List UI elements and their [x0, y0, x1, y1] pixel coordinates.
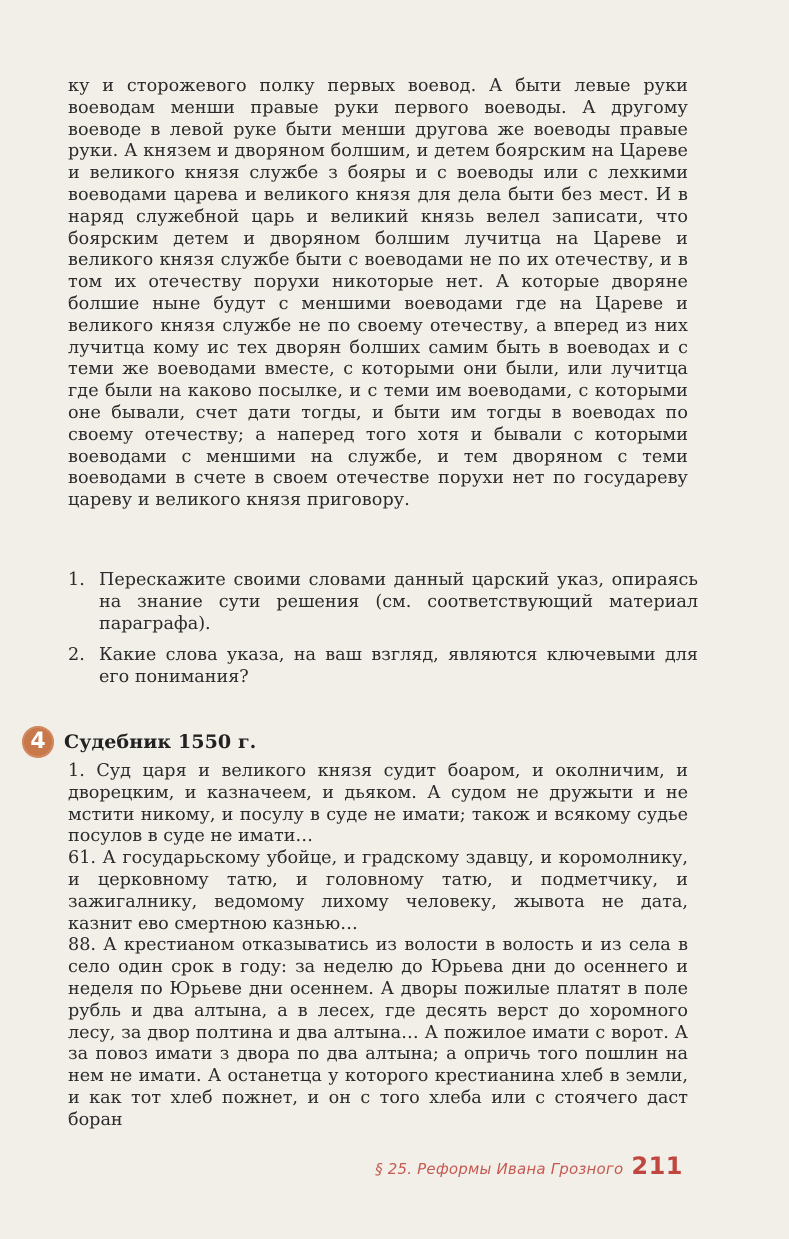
question-item — [68, 645, 698, 689]
page-number: 211 — [631, 1152, 683, 1180]
page-footer — [375, 1152, 683, 1180]
document-block — [68, 761, 688, 1132]
document-paragraph: 1. Суд царя и великого князя судит боаром, и околничим, и дворецким, и казначеем, и дьяком. А судом не дружыти и не мстити никому, и посулу в суде не имати; також и всякому судье посулов в суде не имати… — [68, 761, 688, 847]
section-number-badge: 4 — [22, 726, 54, 758]
section-title: Судебник 1550 г. — [64, 731, 257, 753]
top-excerpt — [68, 76, 688, 512]
questions-list — [68, 570, 698, 699]
question-number: 1. — [68, 570, 85, 590]
document-paragraph: 88. А крестианом отказыватись из волости в волость и из села в село один срок в году: за неделю до Юрьева дни до осеннего и неделя по Юрьеве дни осеннем. А дворы пожилые платят в поле рубль и два алтына, а в лесех, где десять верст до хоромного лесу, за двор полтина и два алтына… А пожилое имати с ворот. А за повоз имати з двора по два алтына; а опричь того пошлин на нем не имати. А останетца у которого крестианина хлеб в земли, и как тот хлеб пожнет, и он с того хлеба или с стоячего даст боран — [68, 935, 688, 1130]
question-number: 2. — [68, 645, 85, 666]
document-paragraph: 61. А государьскому убойце, и градскому здавцу, и коромолнику, и церковному татю, и головному татю, и подметчику, и зажигалнику, ведомому лихому человеку, жывота не дата, казнит ево смертною казнью… — [68, 848, 688, 934]
footer-section-title: § 25. Реформы Ивана Грозного — [375, 1160, 624, 1178]
section-header — [22, 725, 256, 759]
question-text: Какие слова указа, на ваш взгляд, являются ключевыми для его понимания? — [99, 645, 698, 688]
top-excerpt-paragraph: ку и сторожевого полку первых воевод. А быти левые руки воеводам менши правые руки первого воеводы. А другому воеводе в левой руке быти менши другова же воеводы правые руки. А князем и дворяном болшим, и детем боярским на Цареве и великого князя службе з бояры и с воеводы или с лехкими воеводами царева и великого князя для дела быти без мест. И в наряд служебной царь и великий князь велел записати, что боярским детем и дворяном болшим лучитца на Цареве и великого князя службе быти с воеводами не по их отечеству, и в том их отечеству порухи никоторые нет. А которые дворяне болшие ныне будут с меншими воеводами где на Цареве и великого князя службе не по своему отечеству, а вперед из них лучитца кому ис тех дворян болших самим быть в воеводах и с теми же воеводами вместе, с которыми они были, или лучитца где были на каково посылке, и с теми им воеводами, с которыми оне бывали, счет дати тогды, и быти им тогды в воеводах по своему отечеству; а наперед того хотя и бывали с которыми воеводами с меншими на службе, и тем дворяном с теми воеводами в счете в своем отечестве порухи нет по государеву цареву и великого князя приговору. — [68, 76, 688, 511]
question-item — [68, 570, 698, 635]
question-text: Перескажите своими словами данный царский указ, опираясь на знание сути решения (см. соответствующий материал параграфа). — [99, 570, 698, 634]
